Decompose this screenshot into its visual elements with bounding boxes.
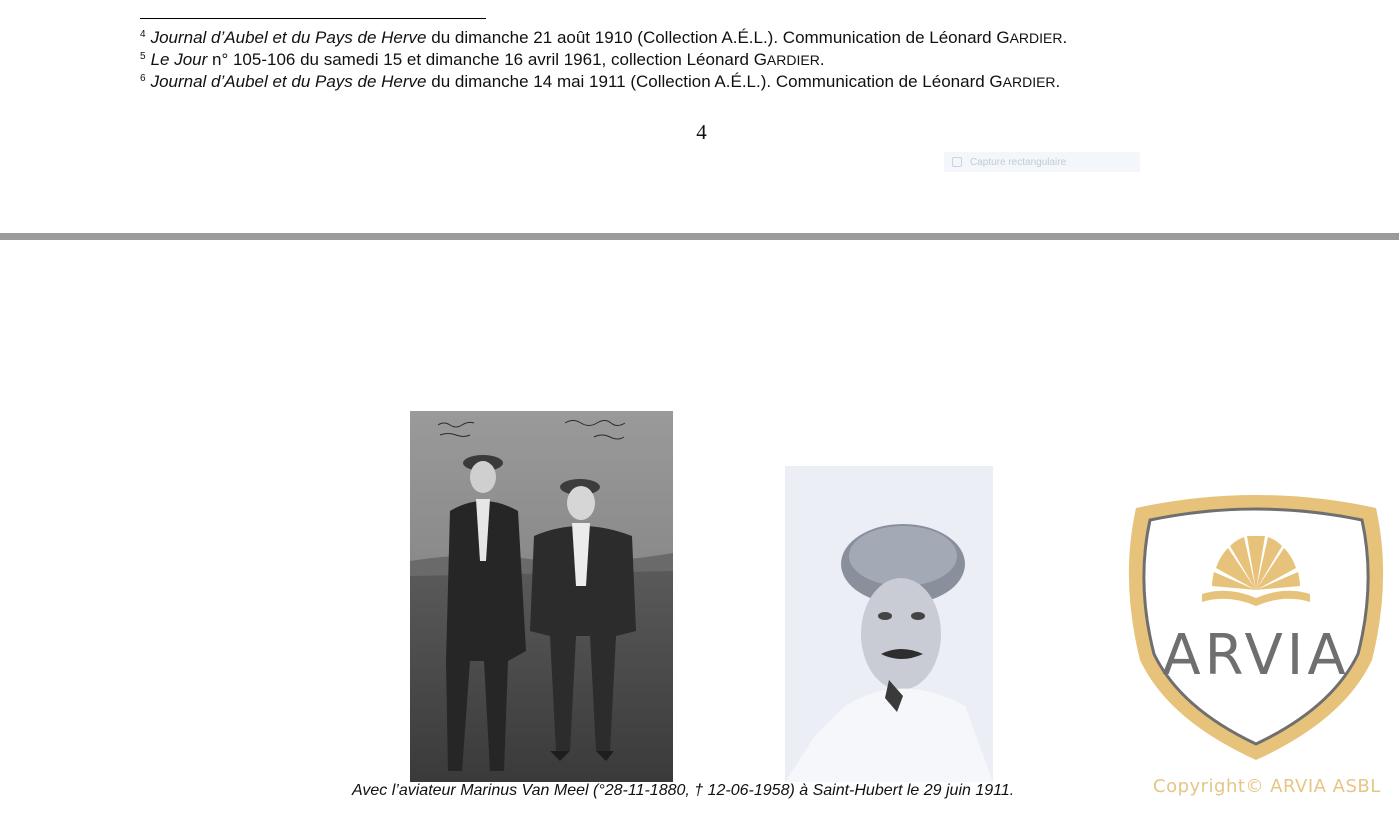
page-number: 4 (696, 120, 707, 144)
copyright-notice: Copyright© ARVIA ASBL (1153, 776, 1381, 797)
footnote-title: Journal d’Aubel et du Pays de Herve (150, 28, 427, 47)
footnote-6 (140, 71, 1067, 93)
arvia-wordmark: ARVIA (1162, 623, 1350, 688)
footnote-rule (140, 18, 486, 19)
footnote-end: . (1062, 28, 1068, 47)
capture-icon (952, 157, 962, 167)
page-separator (0, 233, 1399, 240)
footnote-4 (140, 27, 1067, 49)
capture-tooltip (944, 152, 1140, 172)
footnote-end: . (1055, 72, 1061, 91)
footnote-number: 5 (140, 51, 146, 62)
photo-caption: Avec l’aviateur Marinus Van Meel (°28-11-1880, † 12-06-1958) à Saint-Hubert le 29 juin 1911. (352, 782, 1015, 799)
footnote-text: du dimanche 14 mai 1911 (Collection A.É.L.). Communication de Léonard G (426, 72, 1003, 91)
footnote-number: 6 (140, 73, 146, 84)
photo-portrait (785, 466, 993, 782)
footnote-smallcaps: ARDIER (1009, 30, 1063, 46)
capture-tooltip-label: Capture rectangulaire (970, 156, 1067, 168)
arvia-logo (1124, 490, 1388, 766)
footnote-title: Journal d’Aubel et du Pays de Herve (150, 72, 427, 91)
footnote-number: 4 (140, 29, 146, 40)
footnote-end: . (819, 50, 825, 69)
footnote-title: Le Jour (150, 50, 208, 69)
footnote-text: du dimanche 21 août 1910 (Collection A.É.L.). Communication de Léonard G (426, 28, 1010, 47)
footnote-smallcaps: ARDIER (1002, 74, 1056, 90)
footnote-text: n° 105-106 du samedi 15 et dimanche 16 avril 1961, collection Léonard G (207, 50, 767, 69)
document-page (0, 0, 1399, 233)
photo-two-men (410, 411, 673, 782)
footnotes (140, 27, 1067, 93)
footnote-smallcaps: ARDIER (766, 52, 820, 68)
footnote-5 (140, 49, 1067, 71)
